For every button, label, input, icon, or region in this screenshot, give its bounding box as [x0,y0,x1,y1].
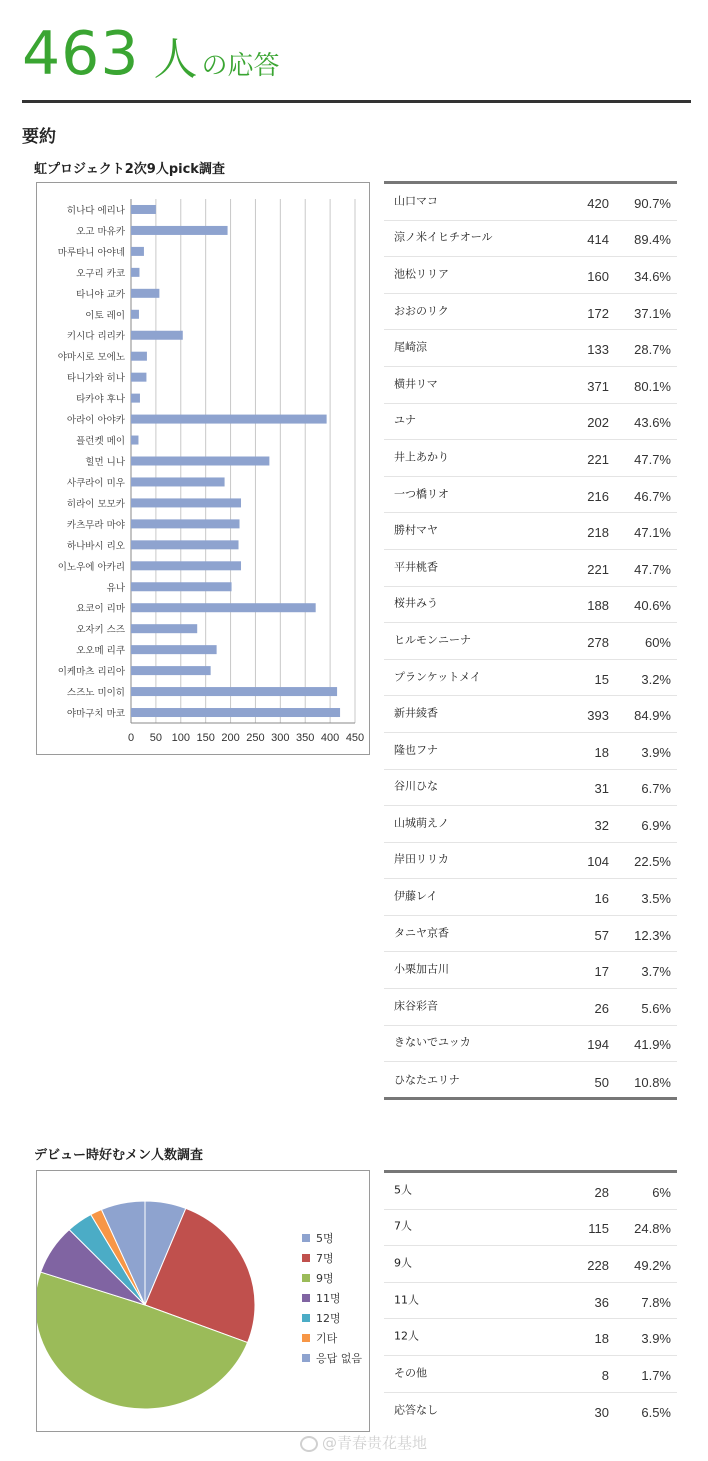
row-label: ユナ [394,413,416,427]
bar [131,624,197,633]
row-count: 16 [594,891,609,907]
row-count: 218 [587,525,609,541]
table-row [384,550,677,587]
bar [131,603,316,612]
bar-chart-frame [36,182,370,755]
row-count: 17 [594,964,609,980]
y-category-label: 야마시로 모에노 [57,352,125,364]
row-count: 371 [587,378,609,394]
legend-item [302,1228,362,1248]
pick-results-table [384,181,677,1100]
legend-swatch [302,1294,310,1302]
table-row [384,916,677,953]
row-percent: 7.8% [641,1294,671,1310]
row-label: 勝村マヤ [394,523,438,537]
row-count: 228 [587,1257,609,1273]
table-row [384,513,677,550]
bar [131,645,217,654]
pie-legend [302,1228,362,1368]
legend-swatch [302,1334,310,1342]
row-count: 30 [594,1404,609,1420]
table-row [384,221,677,258]
row-label: 7人 [394,1219,412,1233]
y-category-label: 스즈노 미이히 [66,687,125,699]
bar [131,436,138,445]
watermark-text: @青春贵花基地 [322,1434,428,1452]
x-tick-label: 100 [171,732,190,744]
response-count: 463 [22,19,140,89]
table-row [384,587,677,624]
row-label: 涼ノ米イヒチオール [394,230,493,244]
summary-title: 要約 [22,127,56,147]
row-label: 山口マコ [394,194,438,208]
row-count: 104 [587,854,609,870]
row-count: 36 [594,1294,609,1310]
y-category-label: 히라이 모모카 [66,498,125,510]
row-label: 池松リリア [394,267,449,281]
table-row [384,367,677,404]
row-label: ヒルモンニーナ [394,633,471,647]
legend-item [302,1348,362,1368]
row-label: 谷川ひな [394,779,438,793]
row-percent: 6.9% [641,817,671,833]
row-label: 応答なし [394,1403,438,1417]
row-label: 井上あかり [394,450,449,464]
row-percent: 43.6% [634,415,671,431]
y-category-label: 오구리 카코 [76,268,125,280]
x-tick-label: 0 [127,732,135,744]
bar [131,415,327,424]
y-category-label: 플런켓 메이 [76,436,125,448]
row-percent: 84.9% [634,708,671,724]
row-count: 57 [594,927,609,943]
bar [131,708,340,717]
row-count: 172 [587,305,609,321]
row-label: 小栗加古川 [394,962,449,976]
table-row [384,770,677,807]
row-count: 28 [594,1184,609,1200]
row-count: 202 [587,415,609,431]
row-percent: 89.4% [634,232,671,248]
member-count-table [384,1170,677,1428]
row-label: 床谷彩音 [394,999,438,1013]
bar [131,457,269,466]
y-category-label: 요코이 리마 [76,603,125,615]
bar [131,519,240,528]
row-count: 414 [587,232,609,248]
row-count: 50 [594,1074,609,1090]
row-count: 420 [587,195,609,211]
row-count: 18 [594,1331,609,1347]
row-percent: 6% [652,1184,671,1200]
y-category-label: 이토 레이 [85,310,125,322]
y-category-label: 카츠무라 마야 [66,519,125,531]
table-row [384,440,677,477]
row-percent: 3.9% [641,1331,671,1347]
row-percent: 34.6% [634,268,671,284]
y-category-label: 이케마츠 리리아 [57,666,125,678]
bar [131,205,156,214]
row-count: 15 [594,671,609,687]
row-count: 160 [587,268,609,284]
y-category-label: 사쿠라이 미우 [66,477,125,489]
row-count: 221 [587,561,609,577]
row-label: おおのリク [394,303,449,317]
table-row [384,1319,677,1356]
y-category-label: 타니가와 히나 [66,373,125,385]
pie-chart-title: デビュー時好むメン人数調査 [34,1148,204,1163]
row-percent: 47.7% [634,451,671,467]
row-percent: 1.7% [641,1367,671,1383]
table-row [384,1026,677,1063]
row-label: 12人 [394,1329,419,1343]
bar [131,289,159,298]
legend-swatch [302,1254,310,1262]
legend-item [302,1268,362,1288]
table-row [384,879,677,916]
table-row [384,1283,677,1320]
bar [131,582,232,591]
legend-label: 응답 없음 [316,1352,363,1365]
row-label: 山城萌えノ [394,816,449,830]
table-row [384,1356,677,1393]
legend-label: 기타 [316,1332,338,1345]
legend-label: 11명 [316,1292,341,1305]
row-percent: 3.9% [641,744,671,760]
row-count: 31 [594,781,609,797]
y-category-label: 오자키 스즈 [76,624,125,636]
bar [131,561,241,570]
row-label: プランケットメイ [394,669,481,683]
legend-swatch [302,1354,310,1362]
bar [131,540,239,549]
row-percent: 60% [644,634,671,650]
x-tick-label: 150 [196,732,215,744]
row-label: 新井綾香 [394,706,438,720]
table-row [384,330,677,367]
row-percent: 24.8% [634,1221,671,1237]
legend-label: 12명 [316,1312,341,1325]
y-category-label: 오오메 리쿠 [76,645,125,657]
legend-swatch [302,1234,310,1242]
response-unit: 人 [153,34,198,85]
y-category-label: 히나다 에리나 [66,205,125,217]
row-label: 横井リマ [394,377,438,391]
row-percent: 80.1% [634,378,671,394]
row-percent: 10.8% [634,1074,671,1090]
x-tick-label: 450 [345,732,365,744]
row-percent: 46.7% [634,488,671,504]
table-row [384,952,677,989]
x-tick-label: 400 [320,732,340,744]
x-tick-label: 200 [221,732,240,744]
row-label: 平井桃香 [394,560,438,574]
bar [131,247,144,256]
row-percent: 49.2% [634,1257,671,1273]
y-category-label: 이노우에 아카리 [57,561,125,573]
bar [131,352,147,361]
response-count-header [22,14,280,94]
y-category-label: 아라이 아야카 [66,415,125,427]
row-count: 188 [587,598,609,614]
bar-chart [37,183,369,754]
row-label: 尾崎涼 [394,340,427,354]
y-category-label: 타카야 후나 [76,394,125,406]
table-row [384,1062,677,1099]
legend-swatch [302,1274,310,1282]
row-label: 桜井みう [394,596,438,610]
table-row [384,1393,677,1430]
row-count: 194 [587,1037,609,1053]
row-percent: 3.2% [641,671,671,687]
row-label: 岸田リリカ [394,852,449,866]
bar-chart-title: 虹プロジェクト2次9人pick調査 [34,162,225,177]
legend-swatch [302,1314,310,1322]
y-category-label: 야마구치 마코 [66,708,125,720]
bar [131,268,139,277]
row-count: 115 [588,1221,609,1237]
table-row [384,1210,677,1247]
row-label: 11人 [394,1292,419,1306]
bar [131,331,183,340]
row-label: きないでユッカ [394,1035,471,1049]
table-row [384,1246,677,1283]
bar [131,394,140,403]
row-percent: 3.5% [641,891,671,907]
row-label: タニヤ京香 [394,926,449,940]
row-percent: 3.7% [641,964,671,980]
row-count: 221 [587,451,609,467]
row-percent: 37.1% [634,305,671,321]
row-percent: 40.6% [634,598,671,614]
x-tick-label: 300 [271,732,290,744]
row-percent: 6.7% [641,781,671,797]
row-label: 一つ橋リオ [394,486,449,500]
row-label: 9人 [394,1256,412,1270]
row-label: その他 [394,1366,427,1380]
row-count: 8 [601,1367,609,1383]
legend-item [302,1248,362,1268]
y-category-label: 키시다 리리카 [66,331,125,343]
row-count: 26 [594,1000,609,1016]
table-row [384,184,677,221]
row-count: 18 [594,744,609,760]
legend-item [302,1308,362,1328]
x-tick-label: 50 [149,732,163,744]
legend-label: 7명 [316,1252,334,1265]
header-divider [22,100,691,103]
bar [131,373,146,382]
row-percent: 47.1% [634,525,671,541]
row-count: 216 [587,488,609,504]
table-row [384,477,677,514]
table-row [384,733,677,770]
row-percent: 28.7% [634,342,671,358]
table-row [384,1173,677,1210]
y-category-label: 하나바시 리오 [66,540,125,552]
table-row [384,843,677,880]
table-row [384,294,677,331]
table-row [384,696,677,733]
legend-label: 5명 [316,1232,334,1245]
row-count: 278 [587,634,609,650]
row-percent: 5.6% [641,1000,671,1016]
weibo-icon [300,1436,318,1452]
row-count: 133 [587,342,609,358]
bar [131,310,139,319]
table-row [384,404,677,441]
row-percent: 47.7% [634,561,671,577]
y-category-label: 마루타니 아야네 [57,247,125,259]
y-category-label: 유나 [106,582,125,594]
response-suffix: の応答 [201,51,280,81]
table-row [384,660,677,697]
row-percent: 41.9% [634,1037,671,1053]
row-label: 伊藤レイ [394,889,438,903]
row-label: ひなたエリナ [394,1072,460,1086]
row-count: 32 [594,817,609,833]
x-tick-label: 250 [246,732,265,744]
bar [131,498,241,507]
y-category-label: 타니야 교카 [76,289,125,301]
legend-item [302,1288,362,1308]
y-category-label: 오고 마유카 [76,226,125,238]
table-row [384,623,677,660]
row-percent: 12.3% [634,927,671,943]
table-row [384,257,677,294]
watermark [300,1432,427,1453]
row-label: 隆也フナ [394,743,438,757]
row-percent: 22.5% [634,854,671,870]
bar [131,666,211,675]
bar [131,687,337,696]
bar [131,477,225,486]
legend-item [302,1328,362,1348]
y-category-label: 힐먼 니나 [85,457,125,468]
bar [131,226,228,235]
row-label: 5人 [394,1183,412,1197]
table-row [384,806,677,843]
row-count: 393 [587,708,609,724]
row-percent: 90.7% [634,195,671,211]
row-percent: 6.5% [641,1404,671,1420]
legend-label: 9명 [316,1272,334,1285]
x-tick-label: 350 [296,732,315,744]
table-row [384,989,677,1026]
